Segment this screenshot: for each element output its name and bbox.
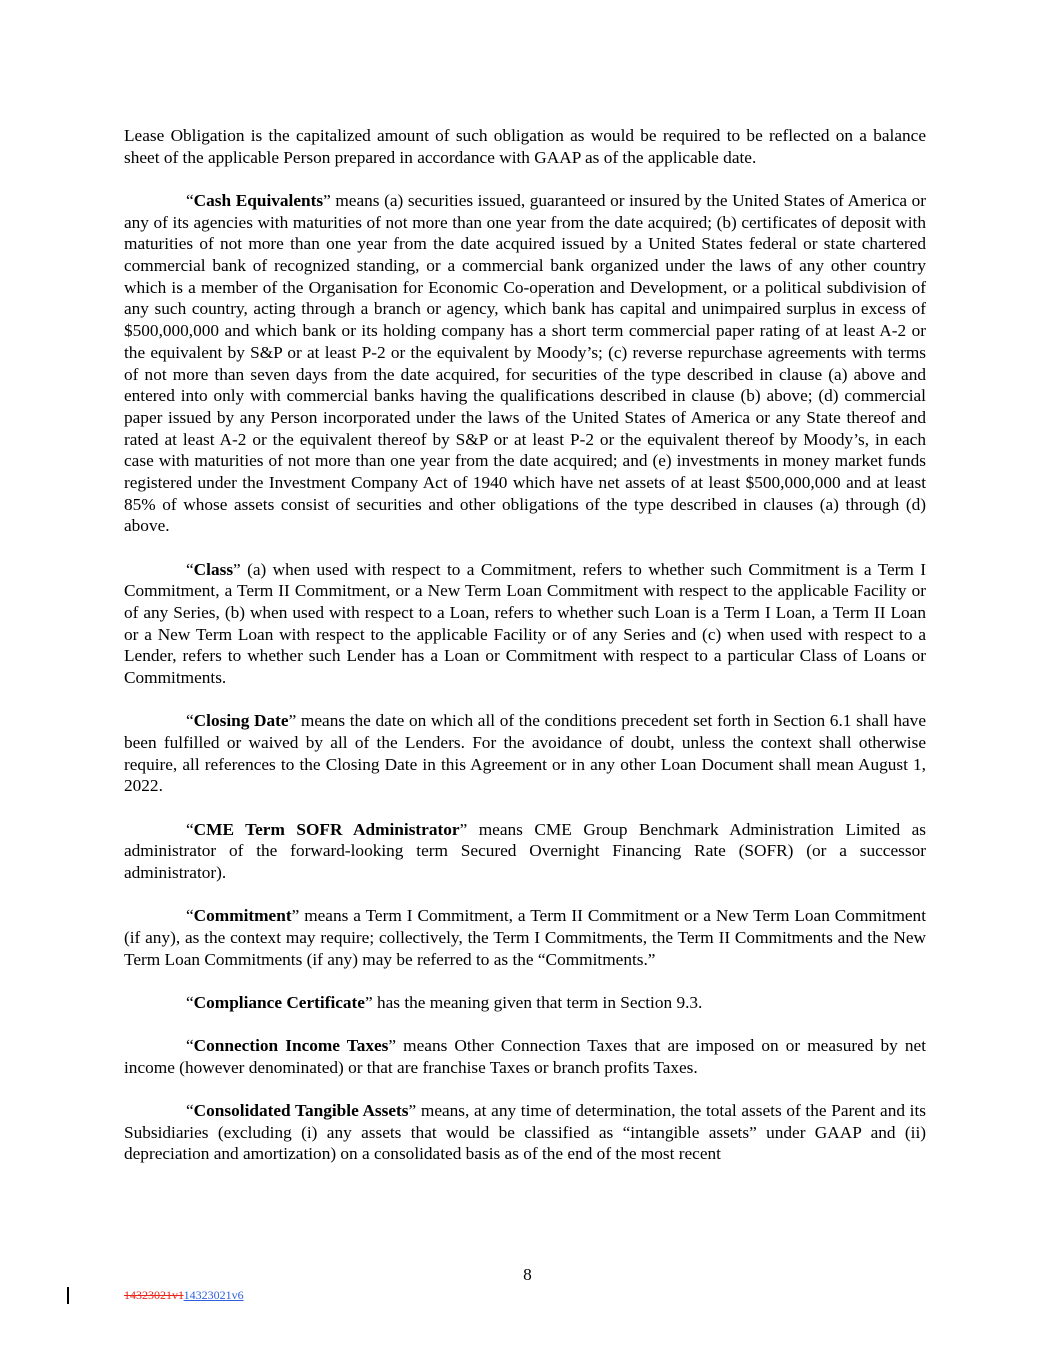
defined-term: Commitment (193, 906, 292, 926)
page-body (124, 125, 926, 1187)
defined-term: Class (193, 559, 234, 579)
definition-cash-equivalents: “Cash Equivalents” means (a) securities issued, guaranteed or insured by the United States of America or any of its agencies with maturities of not more than one year from the date acquired; (b) certificates of deposit with maturities of not more than one year from the date acquired issued by a United States federal or state chartered commercial bank of recognized standing, or a commercial bank organized under the laws of any other country which is a member of the Organisation for Economic Co-operation and Development, or a political subdivision of any such country, acting through a branch or agency, which bank has capital and unimpaired surplus in excess of $500,000,000 and which bank or its holding company has a short term commercial paper rating of at least A-2 or the equivalent by S&P or at least P-2 or the equivalent by Moody’s; (c) reverse repurchase agreements with terms of not more than seven days from the date acquired, for securities of the type described in clause (a) above and entered into only with commercial banks having the qualifications described in clause (b) above; (d) commercial paper issued by any Person incorporated under the laws of the United States of America or any State thereof and rated at least A-2 or the equivalent thereof by S&P or at least P-2 or the equivalent thereof by Moody’s, in each case with maturities of not more than one year from the date acquired; and (e) investments in money market funds registered under the Investment Company Act of 1940 which have net assets of at least $500,000,000 and at least 85% of whose assets consist of securities and other obligations of the type described in clauses (a) through (d) above. (124, 190, 927, 536)
page-number: 8 (523, 1265, 532, 1284)
defined-term: Compliance Certificate (193, 992, 365, 1012)
document-id-inserted: 14323021v6 (183, 1288, 244, 1302)
revision-change-bar (67, 1287, 69, 1304)
definition-text: means the date on which all of the conditions precedent set forth in Section 6.1 shall have been fulfilled or waived by all of the Lenders. For the avoidance of doubt, unless the context shall otherwise require, all references to the Closing Date in this Agreement or in any other Loan Document shall mean August 1, 2022. (124, 711, 926, 796)
definition-text: means a Term I Commitment, a Term II Commitment or a New Term Loan Commitment (if any), as the context may require; collectively, the Term I Commitments, the Term II Commitments and the New Term Loan Commitments (if any) may be referred to as the “Commitments.” (124, 906, 926, 969)
document-id (124, 1288, 244, 1303)
definition-consolidated-tangible-assets: “Consolidated Tangible Assets” means, at any time of determination, the total assets of the Parent and its Subsidiaries (excluding (i) any assets that would be classified as “intangible assets” under GAAP and (ii) depreciation and amortization) on a consolidated basis as of the end of the most recent (124, 1101, 926, 1164)
definition-commitment: “Commitment” means a Term I Commitment, a Term II Commitment or a New Term Loan Commitment (if any), as the context may require; collectively, the Term I Commitments, the Term II Commitments and the New Term Loan Commitments (if any) may be referred to as the “Commitments.” (124, 906, 926, 969)
defined-term: Consolidated Tangible Assets (193, 1101, 409, 1121)
definition-class: “Class” (a) when used with respect to a Commitment, refers to whether such Commitment is a Term I Commitment, a Term II Commitment, or a New Term Loan Commitment with respect to the applicable Facility or of any Series, (b) when used with respect to a Loan, refers to whether such Loan is a Term I Loan, a Term II Loan or a New Term Loan with respect to the applicable Facility or of any Series and (c) when used with respect to a Lender, refers to whether such Lender has a Loan or Commitment with respect to a particular Class of Loans or Commitments. (124, 559, 926, 688)
intro-paragraph: Lease Obligation is the capitalized amount of such obligation as would be required to be reflected on a balance sheet of the applicable Person prepared in accordance with GAAP as of the applicable date. (124, 126, 926, 167)
definition-compliance-certificate: “Compliance Certificate” has the meaning given that term in Section 9.3. (186, 992, 703, 1012)
definition-connection-income-taxes: “Connection Income Taxes” means Other Connection Taxes that are imposed on or measured by net income (however denominated) or that are franchise Taxes or branch profits Taxes. (124, 1036, 927, 1077)
definition-text: means, at any time of determination, the total assets of the Parent and its Subsidiaries (excluding (i) any assets that would be classified as “intangible assets” under GAAP and (ii) depreciation and amortization) on a consolidated basis as of the end of the most recent (124, 1101, 926, 1164)
definition-text: means Other Connection Taxes that are imposed on or measured by net income (however denominated) or that are franchise Taxes or branch profits Taxes. (124, 1036, 927, 1077)
defined-term: Connection Income Taxes (193, 1036, 389, 1056)
definition-text: means (a) securities issued, guaranteed or insured by the United States of America or any of its agencies with maturities of not more than one year from the date acquired; (b) certificates of deposit with maturities of not more than one year from the date acquired issued by a United States federal or state chartered commercial bank of recognized standing, or a commercial bank organized under the laws of any other country which is a member of the Organisation for Economic Co-operation and Development, or a political subdivision of any such country, acting through a branch or agency, which bank has capital and unimpaired surplus in excess of $500,000,000 and which bank or its holding company has a short term commercial paper rating of at least A-2 or the equivalent by S&P or at least P-2 or the equivalent by Moody’s; (c) reverse repurchase agreements with terms of not more than seven days from the date acquired, for securities of the type described in clause (a) above and entered into only with commercial banks having the qualifications described in clause (b) above; (d) commercial paper issued by any Person incorporated under the laws of the United States of America or any State thereof and rated at least A-2 or the equivalent thereof by S&P or at least P-2 or the equivalent thereof by Moody’s, in each case with maturities of not more than one year from the date acquired; and (e) investments in money market funds registered under the Investment Company Act of 1940 which have net assets of at least $500,000,000 and at least 85% of whose assets consist of securities and other obligations of the type described in clauses (a) through (d) above. (124, 190, 927, 536)
document-id-deleted: 14323021v1 (124, 1288, 184, 1302)
definition-cme-term-sofr-administrator: “CME Term SOFR Administrator” means CME Group Benchmark Administration Limited as administrator of the forward-looking term Secured Overnight Financing Rate (SOFR) (or a successor administrator). (124, 819, 926, 883)
definition-text: (a) when used with respect to a Commitment, refers to whether such Commitment is a Term I Commitment, a Term II Commitment, or a New Term Loan Commitment with respect to the applicable Facility or of any Series, (b) when used with respect to a Loan, refers to whether such Loan is a Term I Loan, a Term II Loan or a New Term Loan with respect to the applicable Facility or of any Series and (c) when used with respect to a Lender, refers to whether such Lender has a Loan or Commitment with respect to a particular Class of Loans or Commitments. (124, 559, 926, 688)
definition-closing-date: “Closing Date” means the date on which all of the conditions precedent set forth in Section 6.1 shall have been fulfilled or waived by all of the Lenders. For the avoidance of doubt, unless the context shall otherwise require, all references to the Closing Date in this Agreement or in any other Loan Document shall mean August 1, 2022. (124, 711, 926, 796)
definition-text: means CME Group Benchmark Administration Limited as administrator of the forward-looking term Secured Overnight Financing Rate (SOFR) (or a successor administrator). (124, 819, 926, 883)
definition-text: has the meaning given that term in Section 9.3. (372, 992, 703, 1012)
defined-term: CME Term SOFR Administrator (193, 819, 460, 839)
defined-term: Closing Date (193, 711, 289, 731)
defined-term: Cash Equivalents (193, 190, 324, 210)
